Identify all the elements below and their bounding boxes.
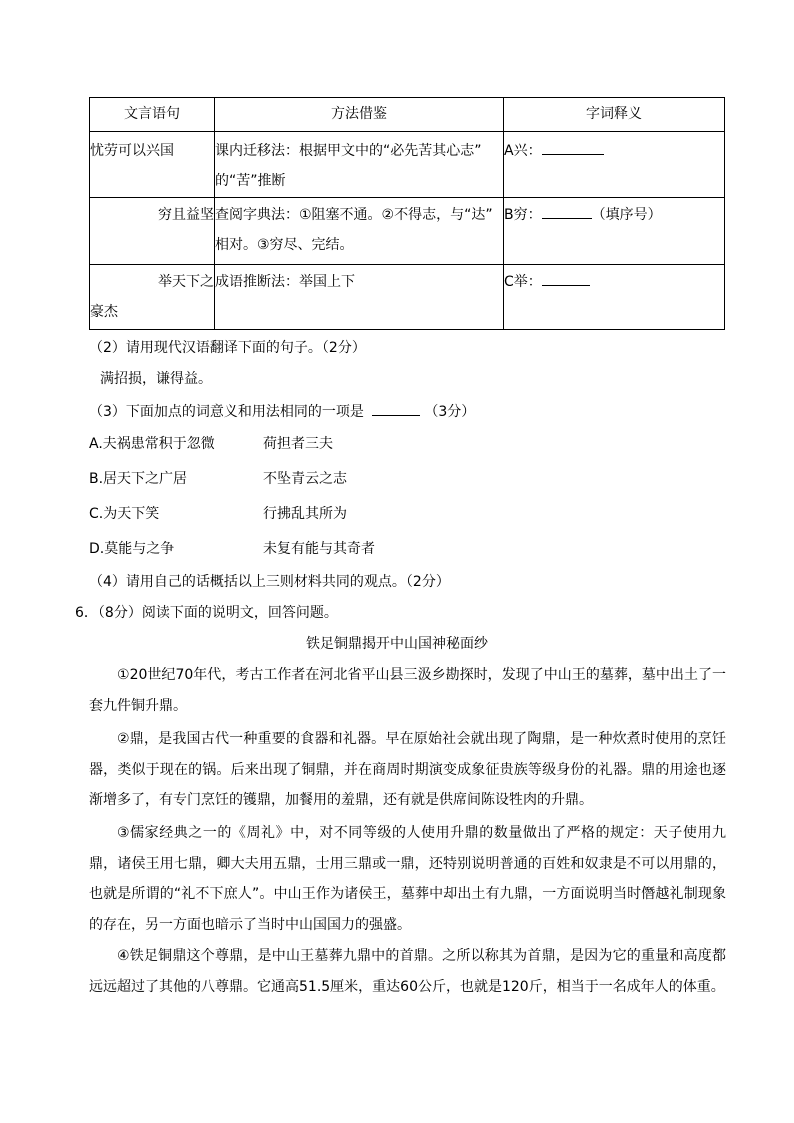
q4-prompt: （4）请用自己的话概括以上三则材料共同的观点。（2分） [89,574,450,590]
phrase-text: 忧劳可以兴国 [90,143,174,159]
article-paragraph-2: ②鼎，是我国古代一种重要的食器和礼器。早在原始社会就出现了陶鼎，是一种炊煮时使用的烹饪器，类似于现在的锅。后来出现了铜鼎，并在商周时期演变成象征贵族等级身份的礼器。鼎的用途也逐渐增多了，有专门烹饪的镬鼎，加餐用的羞鼎，还有就是供席间陈设牲肉的升鼎。 [89,731,726,808]
method-cell [215,132,504,198]
q2-sentence: 满招损，谦得益。 [100,371,212,387]
q3-answer-blank[interactable] [372,401,420,416]
meaning-cell [504,132,725,198]
article-paragraph-1: ①20世纪70年代，考古工作者在河北省平山县三汲乡勘探时，发现了中山王的墓葬，墓中出土了一套九件铜升鼎。 [89,667,726,714]
article-paragraph-4: ④铁足铜鼎这个尊鼎，是中山王墓葬九鼎中的首鼎。之所以称其为首鼎，是因为它的重量和高度都远远超过了其他的八尊鼎。它通高51.5厘米，重达60公斤，也就是120斤，相当于一名成年人的体重。 [89,948,726,995]
answer-blank[interactable] [542,271,590,286]
q3-option-a-pair: 荷担者三夫 [263,436,333,452]
header-phrase: 文言语句 [90,98,215,132]
phrase-cell [90,132,215,198]
meaning-cell [504,265,725,330]
phrase-cell [90,265,215,330]
q2-prompt: （2）请用现代汉语翻译下面的句子。（2分） [89,340,366,356]
answer-blank[interactable] [542,204,592,219]
phrase-text-cont: 豪杰 [90,304,118,320]
method-cell [215,265,504,330]
method-line-2: 相对。③穷尽、完结。 [215,237,354,253]
meaning-label: B穷： [504,207,542,223]
q6-intro: 6．（8分）阅读下面的说明文，回答问题。 [75,605,338,621]
meaning-suffix: （填序号） [591,207,662,223]
meaning-label: C举： [504,274,542,290]
table-header-row [90,98,725,132]
word-meaning-table [89,97,725,330]
method-line-1: 课内迁移法：根据甲文中的“必先苦其心志” [215,143,482,159]
q3-option-d: D.莫能与之争 [89,541,175,557]
q3-option-c: C.为天下笑 [89,506,160,522]
meaning-label: A兴： [504,143,542,159]
meaning-cell [504,198,725,265]
header-meaning: 字词释义 [504,98,725,132]
q3-option-a: A.夫祸患常积于忽微 [89,436,215,452]
q3-option-b: B.居天下之广居 [89,471,188,487]
q3-option-d-pair: 未复有能与其奇者 [263,541,375,557]
phrase-cell [90,198,215,265]
table-row [90,132,725,198]
q3-points: （3分） [424,404,476,420]
article-paragraph-3: ③儒家经典之一的《周礼》中，对不同等级的人使用升鼎的数量做出了严格的规定：天子使用九鼎，诸侯王用七鼎，卿大夫用五鼎，士用三鼎或一鼎，还特别说明普通的百姓和奴隶是不可以用鼎的，也就是所谓的“礼不下庶人”。中山王作为诸侯王，墓葬中却出土有九鼎，一方面说明当时僭越礼制现象的存在，另一方面也暗示了当时中山国国力的强盛。 [89,825,726,933]
answer-blank[interactable] [542,140,604,155]
method-cell [215,198,504,265]
q3-prompt [89,401,475,422]
table-row [90,198,725,265]
method-line-1: 查阅字典法：①阻塞不通。②不得志，与“达” [215,207,493,223]
method-line-2: 的“苦”推断 [215,173,286,189]
table-row [90,265,725,330]
q3-option-c-pair: 行拂乱其所为 [263,506,347,522]
q3-option-b-pair: 不坠青云之志 [263,471,347,487]
phrase-text: 举天下之 [158,274,214,290]
q3-prompt-text: （3）下面加点的词意义和用法相同的一项是 [89,404,364,420]
phrase-text: 穷且益坚 [158,207,214,223]
article-title: 铁足铜鼎揭开中山国神秘面纱 [306,636,488,652]
header-method: 方法借鉴 [215,98,504,132]
method-line-1: 成语推断法：举国上下 [215,274,355,290]
